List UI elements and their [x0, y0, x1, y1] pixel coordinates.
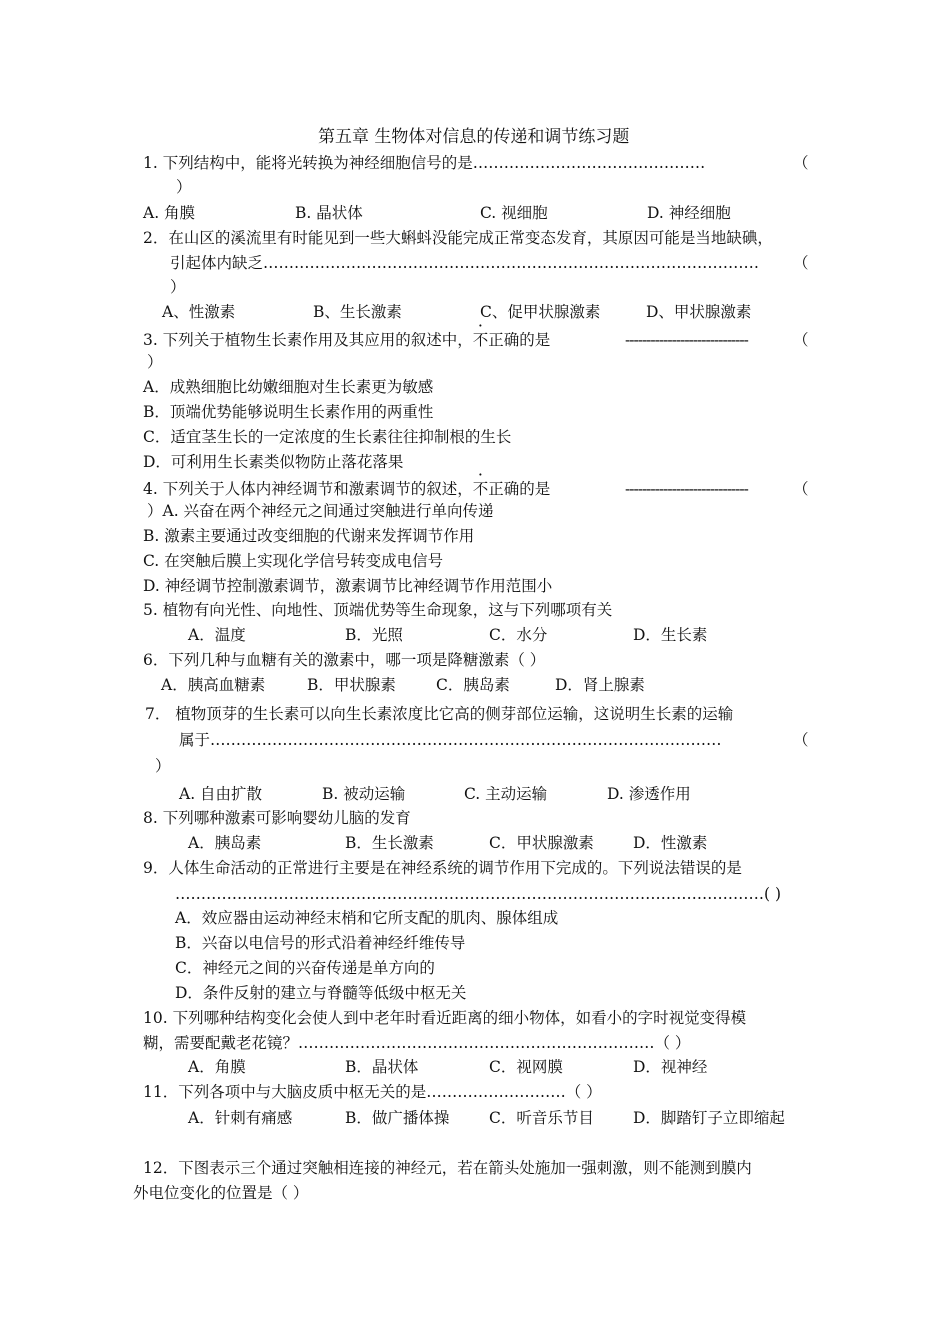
q1-paren-open: （ — [793, 154, 809, 172]
q3-dash-leader: ----------------------------- — [625, 331, 748, 349]
q7-option-c: C. 主动运输 — [464, 785, 548, 803]
q5-option-b: B．光照 — [345, 626, 403, 644]
q6-option-b: B．甲状腺素 — [307, 676, 396, 694]
q7-paren-open: （ — [793, 731, 809, 749]
q6-stem: 6．下列几种与血糖有关的激素中，哪一项是降糖激素（ ） — [143, 651, 546, 669]
q3-option-c: C．适宜茎生长的一定浓度的生长素往往抑制根的生长 — [143, 428, 512, 446]
q6-option-a: A．胰高血糖素 — [161, 676, 266, 694]
q8-stem: 8. 下列哪种激素可影响婴幼儿脑的发育 — [143, 809, 411, 827]
q4-option-d: D. 神经调节控制激素调节，激素调节比神经调节作用范围小 — [143, 577, 553, 595]
q2-paren-close: ） — [170, 278, 186, 296]
q2-stem: 2．在山区的溪流里有时能见到一些大蝌蚪没能完成正常变态发育，其原因可能是当地缺碘， — [143, 229, 773, 247]
q1-stem: 1. 下列结构中，能将光转换为神经细胞信号的是……………………………………… — [143, 154, 706, 172]
q5-option-c: C．水分 — [489, 626, 548, 644]
q8-option-d: D．性激素 — [633, 834, 708, 852]
q3-option-b: B．顶端优势能够说明生长素作用的两重性 — [143, 403, 434, 421]
q7-option-d: D. 渗透作用 — [607, 785, 691, 803]
q3-option-a: A．成熟细胞比幼嫩细胞对生长素更为敏感 — [143, 378, 434, 396]
q11-option-c: C．听音乐节目 — [489, 1109, 594, 1127]
q11-stem: 11．下列各项中与大脑皮质中枢无关的是………………………（ ） — [143, 1083, 602, 1101]
q3-stem-prefix: 3. 下列关于植物生长素作用及其应用的叙述中， — [143, 331, 473, 349]
q4-stem-suffix: 正确的是 — [488, 480, 551, 498]
q4-dash-leader: ----------------------------- — [625, 480, 748, 498]
q10-stem-continued: 糊，需要配戴老花镜？……………………………………………………………（ ） — [143, 1034, 691, 1052]
q4-paren-open: （ — [793, 480, 809, 498]
q2-option-d: D、甲状腺激素 — [646, 303, 752, 321]
q11-option-b: B．做广播体操 — [345, 1109, 450, 1127]
q1-option-d: D. 神经细胞 — [647, 204, 731, 222]
q10-option-c: C．视网膜 — [489, 1058, 563, 1076]
q3-emphasis-word: 不 — [472, 331, 489, 349]
q4-option-b: B. 激素主要通过改变细胞的代谢来发挥调节作用 — [143, 527, 475, 545]
q7-paren-close: ） — [155, 757, 171, 775]
q1-option-b: B. 晶状体 — [295, 204, 363, 222]
q7-stem-continued: 属于……………………………………………………………………………………… — [179, 731, 722, 749]
q2-stem-continued: 引起体内缺乏…………………………………………………………………………………… — [170, 254, 760, 272]
q5-option-d: D．生长素 — [633, 626, 708, 644]
q9-dot-leader: ……………………………………………………………………………………………………( ) — [175, 885, 782, 903]
q4-option-a: ）A. 兴奋在两个神经元之间通过突触进行单向传递 — [147, 502, 494, 520]
q1-option-a: A. 角膜 — [143, 204, 196, 222]
q9-option-a: A．效应器由运动神经末梢和它所支配的肌肉、腺体组成 — [175, 909, 559, 927]
q11-option-d: D．脚踏钉子立即缩起 — [633, 1109, 785, 1127]
page-title: 第五章 生物体对信息的传递和调节练习题 — [318, 127, 630, 147]
q11-option-a: A．针刺有痛感 — [188, 1109, 293, 1127]
q10-stem: 10. 下列哪种结构变化会使人到中老年时看近距离的细小物体，如看小的字时视觉变得模 — [143, 1009, 747, 1027]
q7-stem: 7． 植物顶芽的生长素可以向生长素浓度比它高的侧芽部位运输，这说明生长素的运输 — [145, 705, 734, 723]
q4-option-c: C. 在突触后膜上实现化学信号转变成电信号 — [143, 552, 444, 570]
q6-option-d: D．肾上腺素 — [555, 676, 645, 694]
q5-option-a: A．温度 — [188, 626, 246, 644]
q2-option-c: C、促甲状腺激素 — [480, 303, 601, 321]
q8-option-b: B．生长激素 — [345, 834, 434, 852]
q2-paren-open: （ — [793, 254, 809, 272]
q8-option-c: C．甲状腺激素 — [489, 834, 594, 852]
q10-option-d: D．视神经 — [633, 1058, 708, 1076]
q9-option-d: D．条件反射的建立与脊髓等低级中枢无关 — [175, 984, 467, 1002]
q10-option-b: B．晶状体 — [345, 1058, 419, 1076]
q1-paren-close: ） — [176, 178, 192, 196]
q4-stem-prefix: 4. 下列关于人体内神经调节和激素调节的叙述， — [143, 480, 473, 498]
q6-option-c: C．胰岛素 — [436, 676, 510, 694]
q1-option-c: C. 视细胞 — [480, 204, 548, 222]
q3-paren-open: （ — [793, 331, 809, 349]
q9-option-c: C．神经元之间的兴奋传递是单方向的 — [175, 959, 435, 977]
q10-option-a: A．角膜 — [188, 1058, 246, 1076]
q7-option-a: A. 自由扩散 — [179, 785, 263, 803]
q4-emphasis-word: 不 — [472, 480, 489, 498]
q5-stem: 5. 植物有向光性、向地性、顶端优势等生命现象，这与下列哪项有关 — [143, 601, 613, 619]
q12-stem: 12．下图表示三个通过突触相连接的神经元，若在箭头处施加一强刺激，则不能测到膜内 — [143, 1159, 752, 1177]
q3-paren-close: ） — [147, 353, 163, 371]
q2-option-a: A、性激素 — [162, 303, 236, 321]
q3-option-d: D．可利用生长素类似物防止落花落果 — [143, 453, 404, 471]
q4-stem — [143, 479, 550, 499]
q9-option-b: B．兴奋以电信号的形式沿着神经纤维传导 — [175, 934, 466, 952]
q3-stem-suffix: 正确的是 — [488, 331, 551, 349]
q12-stem-continued: 外电位变化的位置是（ ） — [133, 1184, 309, 1202]
q8-option-a: A．胰岛素 — [188, 834, 262, 852]
q3-stem — [143, 330, 550, 350]
q7-option-b: B. 被动运输 — [322, 785, 406, 803]
q2-option-b: B、生长激素 — [313, 303, 402, 321]
q9-stem: 9．人体生命活动的正常进行主要是在神经系统的调节作用下完成的。下列说法错误的是 — [143, 859, 742, 877]
